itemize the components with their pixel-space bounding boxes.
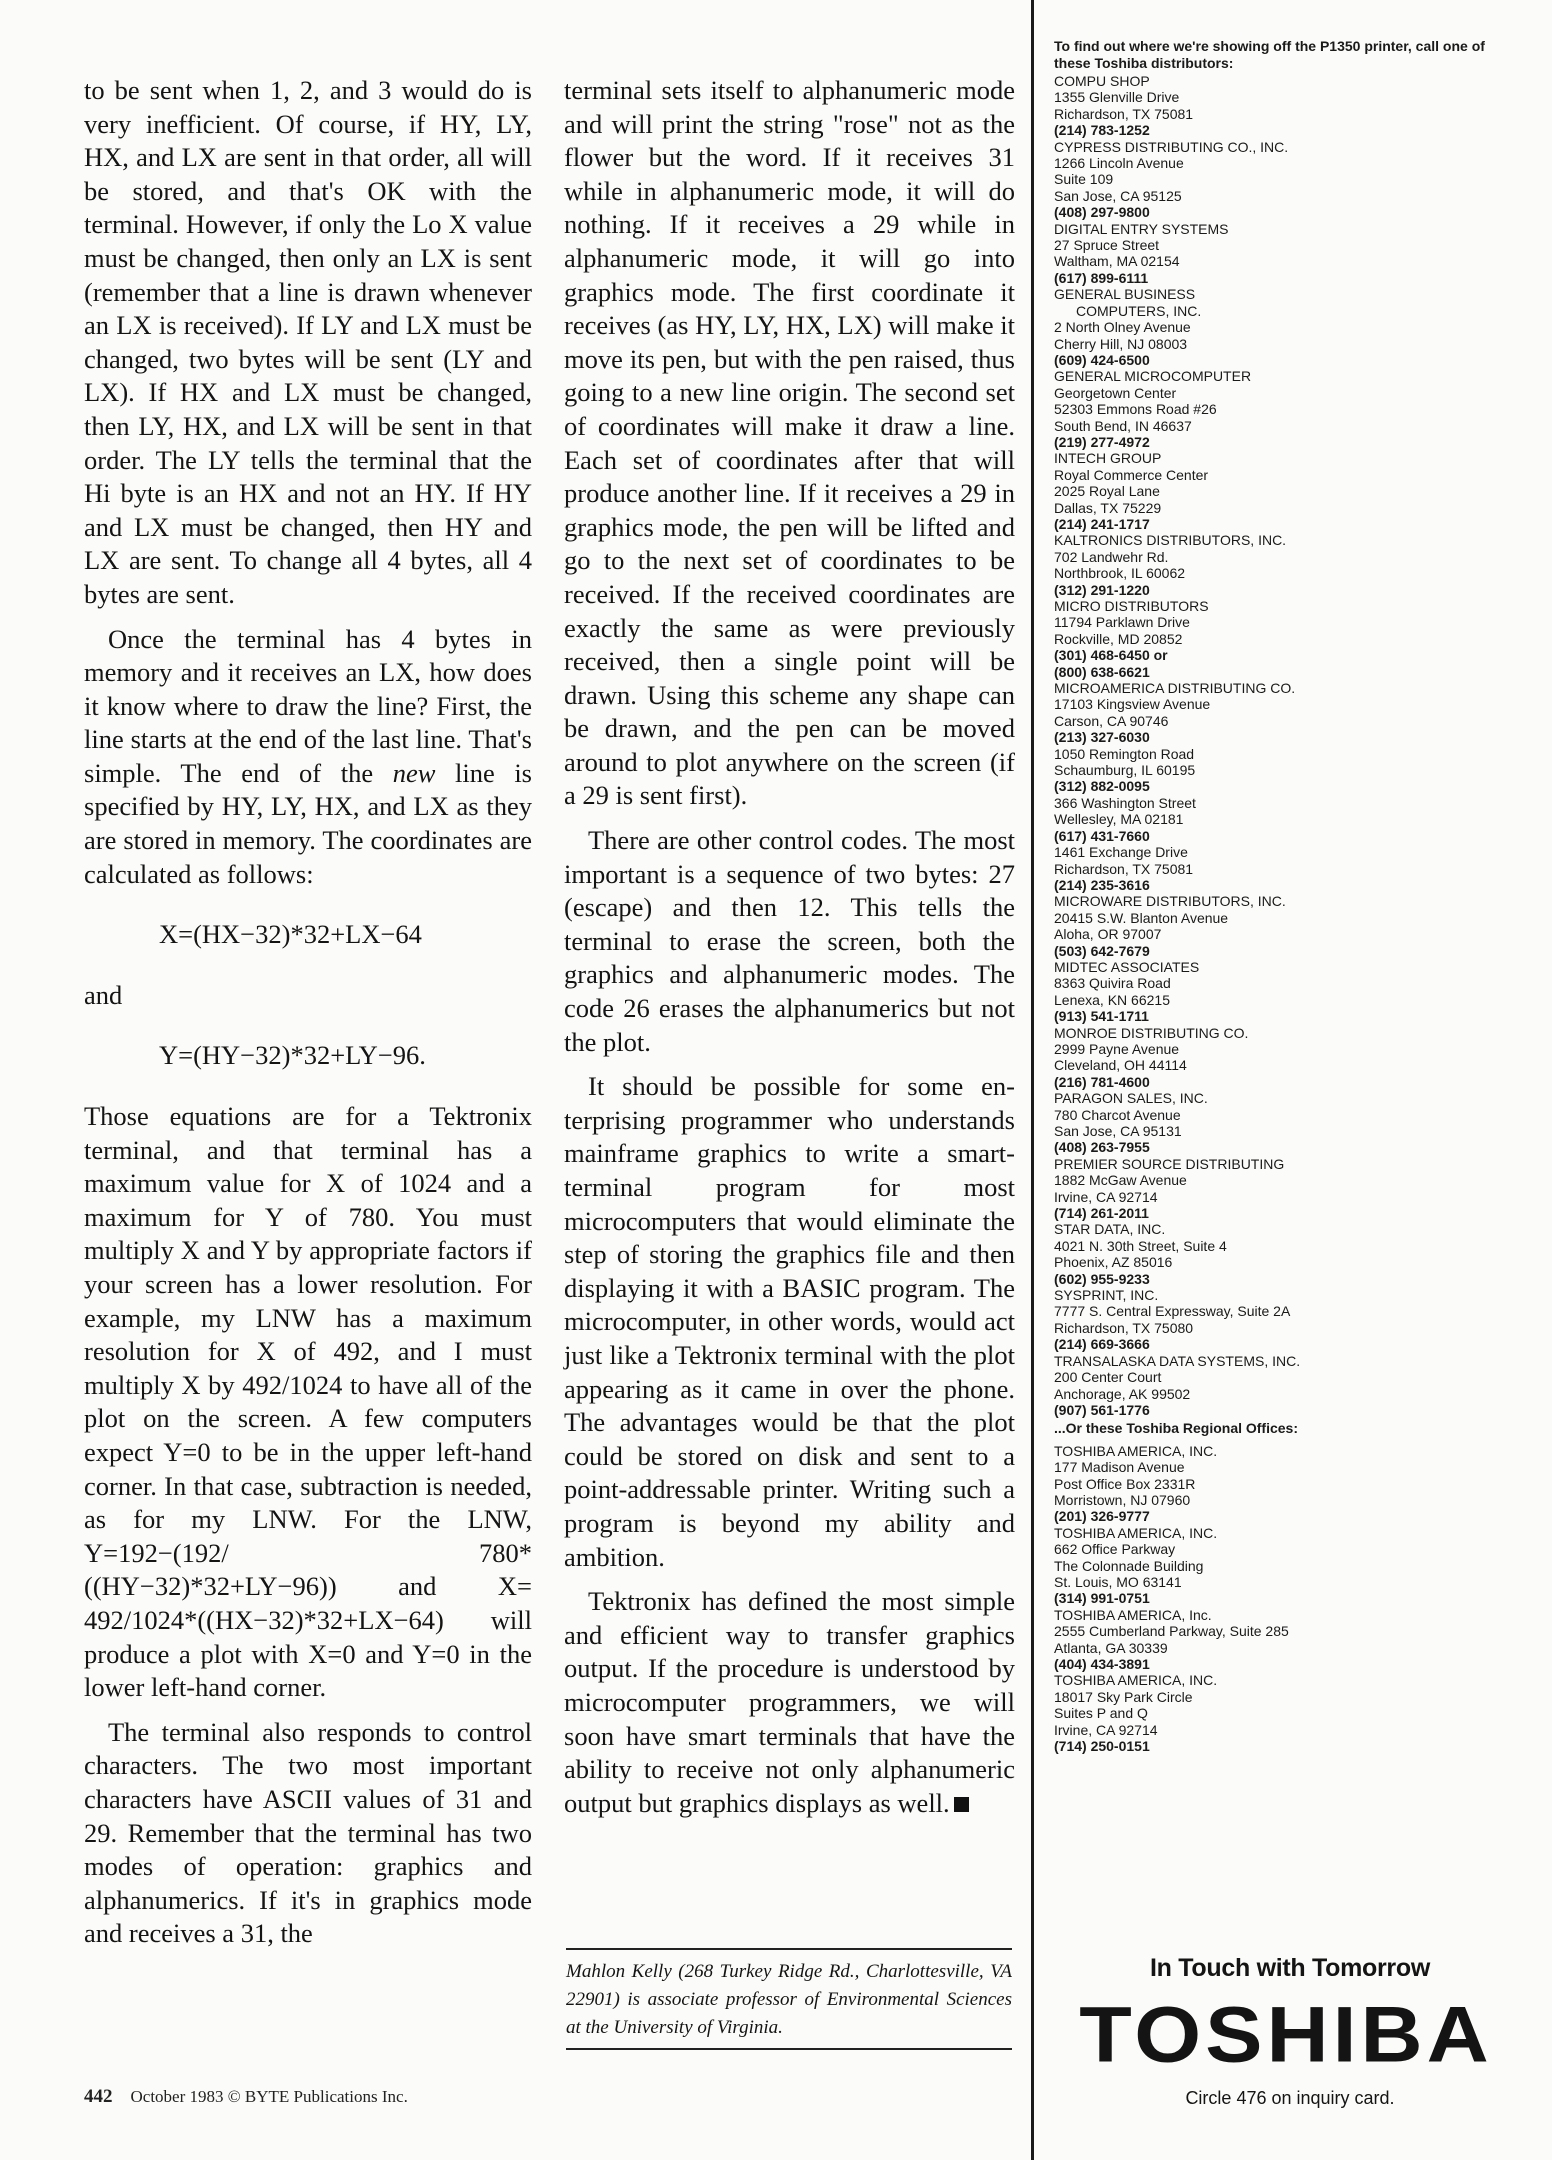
address-entry — [1054, 1525, 1524, 1607]
address-line: Anchorage, AK 99502 — [1054, 1385, 1191, 1402]
phone-number: (314) 991-0751 — [1054, 1590, 1150, 1607]
address-line: 20415 S.W. Blanton Avenue — [1054, 909, 1229, 926]
address-line: Carson, CA 90746 — [1054, 712, 1169, 729]
phone-number: (214) 241-1717 — [1054, 515, 1150, 532]
address-line: Waltham, MA 02154 — [1054, 253, 1180, 270]
address-line: San Jose, CA 95125 — [1054, 187, 1182, 204]
phone-number: (907) 561-1776 — [1054, 1401, 1150, 1418]
address-line: St. Louis, MO 63141 — [1054, 1573, 1182, 1590]
address-entry — [1054, 139, 1524, 221]
company-name: TOSHIBA AMERICA, Inc. — [1054, 1606, 1212, 1623]
address-line: Richardson, TX 75081 — [1054, 105, 1194, 122]
address-entry — [1054, 1287, 1524, 1353]
phone-number: (301) 468-6450 or — [1054, 647, 1168, 664]
equation-y: Y=(HY−32)*32+LY−96. — [159, 1040, 426, 1071]
phone-number: (602) 955-9233 — [1054, 1270, 1150, 1287]
phone-number: (714) 261-2011 — [1054, 1205, 1149, 1222]
address-line: Dallas, TX 75229 — [1054, 499, 1162, 516]
address-line: 27 Spruce Street — [1054, 237, 1160, 254]
regional-office-list — [1054, 1443, 1524, 1755]
company-name: TOSHIBA AMERICA, INC. — [1054, 1524, 1218, 1541]
address-line: 200 Center Court — [1054, 1369, 1162, 1386]
address-line: Cleveland, OH 44114 — [1054, 1057, 1187, 1074]
phone-number: (800) 638-6621 — [1054, 663, 1150, 680]
bio-rule-bottom — [566, 2048, 1012, 2050]
address-entry — [1054, 368, 1524, 450]
phone-number: (219) 277-4972 — [1054, 433, 1150, 450]
address-entry — [1054, 1221, 1524, 1287]
phone-number: (214) 235-3616 — [1054, 876, 1150, 893]
company-name: GENERAL MICROCOMPUTER — [1054, 368, 1252, 385]
address-line: 780 Charcot Avenue — [1054, 1106, 1181, 1123]
address-entry — [1054, 1156, 1524, 1222]
company-name: TRANSALASKA DATA SYSTEMS, INC. — [1054, 1352, 1301, 1369]
text-run: Tektronix has defined the most simple and efficient way to transfer graphics output. If the procedure is understood by microcomputer programmers, we will soon have smart terminals that have the ability to receive not only alphanumeric output but graphics displays as well. — [564, 1586, 1015, 1818]
address-line: 1266 Lincoln Avenue — [1054, 155, 1184, 172]
address-entry — [1054, 450, 1524, 532]
address-line: 702 Landwehr Rd. — [1054, 548, 1169, 565]
paragraph: The terminal also responds to control characters. The two most important characters have ASCII values of 31 and 29. Remember that the terminal has two modes of operation: graphics and alphanumerics. If it's in graphics mode and receives a 31, the — [84, 1716, 532, 1949]
address-line: 2 North Olney Avenue — [1054, 319, 1191, 336]
address-entry — [1054, 795, 1524, 844]
address-line: 1882 McGaw Avenue — [1054, 1172, 1187, 1189]
text-run: Once the terminal has 4 bytes in memory and it receives an LX, how does it know where to draw the line? First, the line starts at the end of the last line. That's simple. The end of the — [84, 623, 532, 788]
phone-number: (312) 291-1220 — [1054, 581, 1150, 598]
address-line: Cherry Hill, NJ 08003 — [1054, 335, 1188, 352]
phone-number: (201) 326-9777 — [1054, 1508, 1150, 1525]
address-line: 366 Washington Street — [1054, 794, 1196, 811]
address-line: Richardson, TX 75081 — [1054, 860, 1194, 877]
company-name: KALTRONICS DISTRIBUTORS, INC. — [1054, 532, 1287, 549]
distributor-list — [1054, 73, 1524, 1418]
address-line: 17103 Kingsview Avenue — [1054, 696, 1211, 713]
page-number: 442 — [84, 2086, 113, 2107]
company-name: CYPRESS DISTRIBUTING CO., INC. — [1054, 138, 1289, 155]
company-name: MICRO DISTRIBUTORS — [1054, 598, 1209, 614]
address-line: Schaumburg, IL 60195 — [1054, 762, 1196, 779]
address-line: 8363 Quivira Road — [1054, 975, 1171, 992]
paragraph — [84, 623, 532, 892]
phone-number: (609) 424-6500 — [1054, 351, 1150, 368]
column-divider — [1031, 0, 1034, 2160]
regional-header: ...Or these Toshiba Regional Offices: — [1054, 1420, 1299, 1437]
address-entry — [1054, 286, 1524, 368]
address-line: 11794 Parklawn Drive — [1054, 614, 1190, 631]
company-name: PARAGON SALES, INC. — [1054, 1090, 1208, 1107]
ad-header: To find out where we're showing off the P1350 printer, call one of these Toshiba distributors: — [1054, 38, 1485, 71]
company-name: COMPU SHOP — [1054, 73, 1150, 89]
page-footer — [84, 2086, 408, 2108]
address-line: Morristown, NJ 07960 — [1054, 1491, 1191, 1508]
address-entry — [1054, 1443, 1524, 1525]
author-bio: Mahlon Kelly (268 Turkey Ridge Rd., Charlottesville, VA 22901) is associate professor of Environmental Sciences at the University of Virginia. — [566, 1961, 1012, 2038]
company-name: PREMIER SOURCE DISTRIBUTING — [1054, 1155, 1285, 1172]
company-name: TOSHIBA AMERICA, INC. — [1054, 1672, 1218, 1689]
article-column-right — [564, 74, 1015, 1831]
address-line: Wellesley, MA 02181 — [1054, 811, 1184, 828]
equation-x: X=(HX−32)*32+LX−64 — [159, 919, 422, 950]
address-line: Irvine, CA 92714 — [1054, 1188, 1158, 1205]
paragraph: Those equations are for a Tektronix terminal, and that terminal has a maximum value for X of 1024 and a maximum for Y of 780. You must multiply X and Y by appropriate factors if your screen has a lower resolution. For example, my LNW has a maximum resolution for X of 492, and I must multiply X by 492/1024 to have all of the plot on the screen. A few computers expect Y=0 to be in the upper left-hand corner. In that case, subtraction is needed, as for my LNW. For the LNW, Y=192−(192/ 780*((HY−32)*32+LY−96)) and X= 492/1024*((HX−32)*32+LX−64) will produce a plot with X=0 and Y=0 in the lower left-hand corner. — [84, 1101, 532, 1703]
address-entry — [1054, 1353, 1524, 1419]
address-entry — [1054, 959, 1524, 1025]
address-entry — [1054, 893, 1524, 959]
paragraph: terminal sets itself to alphanumeric mode and will print the string "rose" not as the flower but the word. If it receives 31 while in alphanumeric mode, it will do nothing. If it receives a 29 while in alphanumeric mode, it will go into graphics mode. The first coordinate it receives (as HY, LY, HX, LX) will make it move its pen, but with the pen raised, thus going to a new line origin. The second set of coordinates will make it draw a line. Each set of coordinates after that will produce another line. If it receives a 29 in graphics mode, the pen will be lifted and go to the next set of coordinates to be received. If the received coordinates are exactly the same as were previously received, then a single point will be drawn. Using this scheme any shape can be drawn, and the pen can be moved around to plot anywhere on the screen (if a 29 is sent first). — [564, 75, 1015, 811]
address-line: 1461 Exchange Drive — [1054, 844, 1188, 861]
address-line: Aloha, OR 97007 — [1054, 926, 1162, 943]
phone-number: (408) 263-7955 — [1054, 1139, 1150, 1156]
company-name: MONROE DISTRIBUTING CO. — [1054, 1024, 1249, 1041]
phone-number: (213) 327-6030 — [1054, 729, 1150, 746]
address-entry — [1054, 844, 1524, 893]
article-column-left — [84, 74, 532, 1962]
company-name: STAR DATA, INC. — [1054, 1221, 1166, 1238]
phone-number: (617) 431-7660 — [1054, 827, 1150, 844]
address-line: 662 Office Parkway — [1054, 1541, 1176, 1558]
address-line: 18017 Sky Park Circle — [1054, 1688, 1193, 1705]
emphasis: new — [392, 757, 436, 788]
end-mark-icon — [954, 1797, 969, 1812]
address-line: Phoenix, AZ 85016 — [1054, 1254, 1173, 1271]
bio-rule-top — [566, 1948, 1012, 1950]
company-name: COMPUTERS, INC. — [1076, 302, 1202, 319]
company-name: GENERAL BUSINESS — [1054, 286, 1196, 303]
address-entry — [1054, 532, 1524, 598]
company-name: MICROAMERICA DISTRIBUTING CO. — [1054, 680, 1296, 697]
address-line: Atlanta, GA 30339 — [1054, 1639, 1168, 1656]
phone-number: (312) 882-0095 — [1054, 778, 1150, 795]
address-entry — [1054, 73, 1524, 139]
address-line: 7777 S. Central Expressway, Suite 2A — [1054, 1303, 1291, 1320]
company-name: INTECH GROUP — [1054, 450, 1162, 467]
paragraph — [564, 1585, 1015, 1820]
inquiry-note: Circle 476 on inquiry card. — [1185, 2088, 1395, 2108]
address-line: Richardson, TX 75080 — [1054, 1319, 1194, 1336]
address-line: Suites P and Q — [1054, 1705, 1148, 1722]
company-name: MIDTEC ASSOCIATES — [1054, 958, 1200, 975]
company-name: SYSPRINT, INC. — [1054, 1287, 1159, 1304]
address-line: 2999 Payne Avenue — [1054, 1040, 1180, 1057]
company-name: DIGITAL ENTRY SYSTEMS — [1054, 220, 1229, 237]
phone-number: (913) 541-1711 — [1054, 1008, 1149, 1025]
paragraph: to be sent when 1, 2, and 3 would do is very inefficient. Of course, if HY, LY, HX, and LX are sent in that order, all will be stored, and that's OK with the terminal. However, if only the Lo X value must be changed, then only an LX is sent (remember that a line is drawn whenever an LX is received). If LY and LX must be changed, two bytes will be sent (LY and LX). If HX and LX must be changed, then LY, HX, and LX will be sent in that order. The LY tells the terminal that the Hi byte is an HX and not an HY. If HY and LX must be changed, then HY and LX are sent. To change all 4 bytes, all 4 bytes are sent. — [84, 75, 532, 609]
toshiba-ad — [1054, 38, 1524, 1754]
phone-number: (216) 781-4600 — [1054, 1073, 1150, 1090]
phone-number: (214) 669-3666 — [1054, 1336, 1150, 1353]
address-entry — [1054, 746, 1524, 795]
text-run: line is specified by HY, LY, HX, and LX as they are stored in memory. The coordinates are calculated as follows: — [84, 757, 532, 889]
address-entry — [1054, 598, 1524, 680]
phone-number: (503) 642-7679 — [1054, 942, 1150, 959]
address-line: Post Office Box 2331R — [1054, 1475, 1196, 1492]
address-line: 177 Madison Avenue — [1054, 1459, 1185, 1476]
address-line: 2025 Royal Lane — [1054, 483, 1160, 500]
footer-credit: October 1983 © BYTE Publications Inc. — [130, 2087, 408, 2106]
address-entry — [1054, 221, 1524, 287]
phone-number: (617) 899-6111 — [1054, 269, 1149, 286]
address-line: 4021 N. 30th Street, Suite 4 — [1054, 1237, 1227, 1254]
address-line: Rockville, MD 20852 — [1054, 630, 1183, 647]
address-line: Georgetown Center — [1054, 384, 1177, 401]
company-name: MICROWARE DISTRIBUTORS, INC. — [1054, 893, 1286, 910]
ad-tagline: In Touch with Tomorrow — [1150, 1954, 1430, 1982]
paragraph: It should be possible for some enterprising programmer who understands mainframe graphics to write a smart-terminal program for most microcomputers that would eliminate the step of storing the graphics file and then displaying it with a BASIC program. The microcomputer, in other words, would act just like a Tektronix terminal with the plot appearing as it came in over the phone. The advantages would be that the plot could be stored on disk and sent to a point-addressable printer. Writing such a program is beyond my ability and ambition. — [564, 1071, 1015, 1572]
address-line: Northbrook, IL 60062 — [1054, 565, 1186, 582]
address-line: Royal Commerce Center — [1054, 466, 1209, 483]
phone-number: (408) 297-9800 — [1054, 204, 1150, 221]
phone-number: (214) 783-1252 — [1054, 122, 1150, 139]
address-entry — [1054, 1025, 1524, 1091]
address-entry — [1054, 1672, 1524, 1754]
phone-number: (404) 434-3891 — [1054, 1656, 1150, 1672]
address-entry — [1054, 1607, 1524, 1673]
toshiba-logo: TOSHIBA — [1079, 1990, 1493, 2080]
equation-connector: and — [84, 979, 123, 1010]
address-line: Suite 109 — [1054, 171, 1114, 188]
address-line: 2555 Cumberland Parkway, Suite 285 — [1054, 1623, 1289, 1640]
address-line: The Colonnade Building — [1054, 1557, 1204, 1574]
phone-number: (714) 250-0151 — [1054, 1738, 1150, 1755]
address-line: 1355 Glenville Drive — [1054, 89, 1180, 106]
address-line: 1050 Remington Road — [1054, 745, 1195, 762]
address-line: Lenexa, KN 66215 — [1054, 991, 1170, 1008]
address-line: South Bend, IN 46637 — [1054, 417, 1192, 434]
address-line: 52303 Emmons Road #26 — [1054, 401, 1217, 418]
address-line: San Jose, CA 95131 — [1054, 1123, 1182, 1139]
address-entry — [1054, 680, 1524, 746]
address-entry — [1054, 1090, 1524, 1156]
paragraph: There are other control codes. The most important is a sequence of two bytes: 27 (escape) and then 12. This tells the terminal to erase the screen, both the graphics and alphanumeric modes. The code 26 erases the alphanumerics but not the plot. — [564, 825, 1015, 1057]
address-line: Irvine, CA 92714 — [1054, 1721, 1158, 1738]
company-name: TOSHIBA AMERICA, INC. — [1054, 1442, 1218, 1459]
